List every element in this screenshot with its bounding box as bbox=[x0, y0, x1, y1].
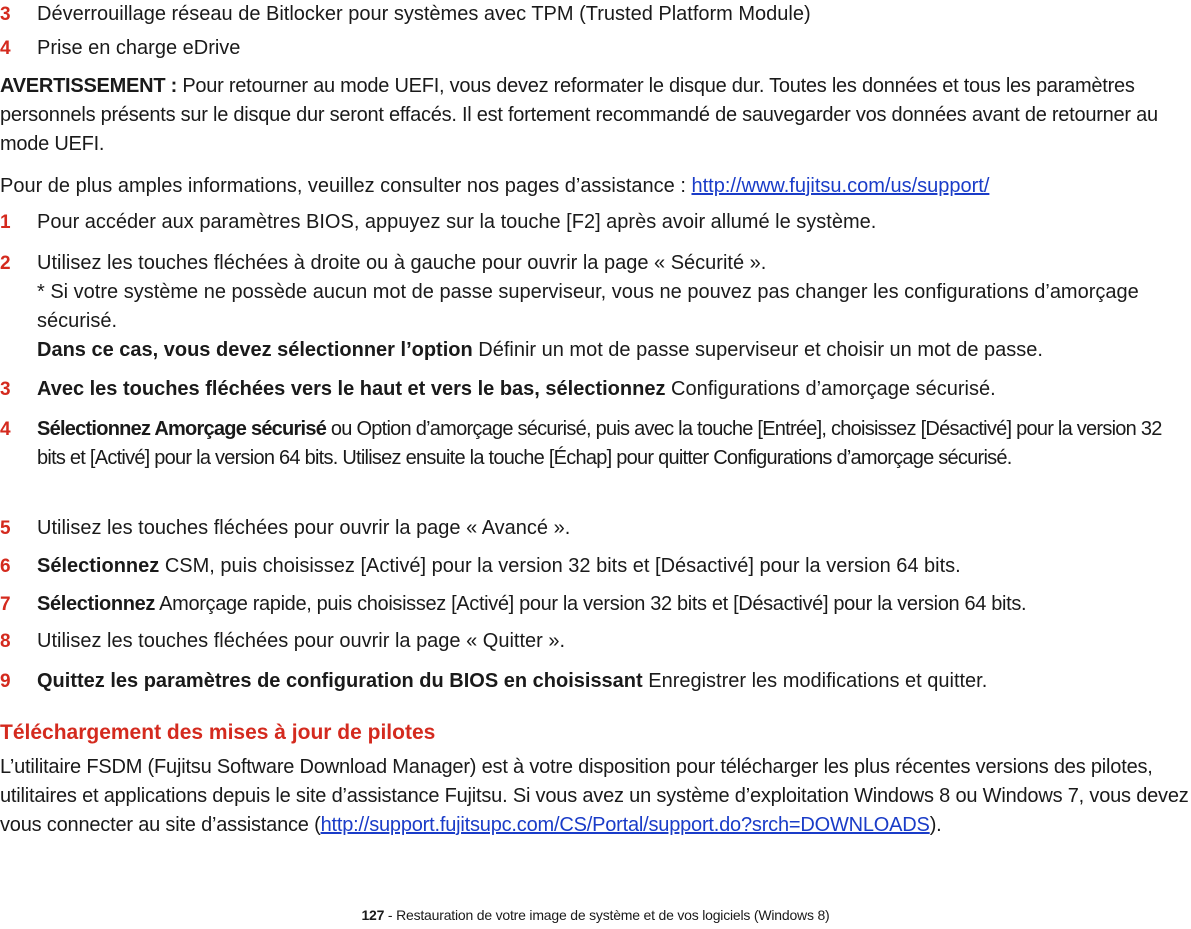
step-number: 6 bbox=[0, 556, 11, 577]
info-text: Pour de plus amples informations, veuillez consulter nos pages d’assistance : bbox=[0, 175, 692, 197]
list-text: Déverrouillage réseau de Bitlocker pour systèmes avec TPM (Trusted Platform Module) bbox=[37, 3, 811, 25]
section-text-end: ). bbox=[929, 814, 942, 836]
step-item bbox=[0, 590, 1191, 619]
step-number: 3 bbox=[0, 379, 11, 400]
step-text: Configurations d’amorçage sécurisé. bbox=[665, 378, 996, 400]
step-text: CSM, puis choisissez [Activé] pour la version 32 bits et [Désactivé] pour la version 64 bits. bbox=[159, 555, 961, 577]
step-text: Enregistrer les modifications et quitter. bbox=[642, 670, 988, 692]
section-paragraph bbox=[0, 753, 1191, 840]
page-footer bbox=[0, 906, 1191, 924]
step-item bbox=[0, 627, 1191, 656]
step-text-block bbox=[37, 249, 1191, 365]
footer-title: - Restauration de votre image de système et de vos logiciels (Windows 8) bbox=[384, 907, 830, 923]
step-text: Amorçage rapide, puis choisissez [Activé] pour la version 32 bits et [Désactivé] pour la version 64 bits. bbox=[155, 593, 1027, 615]
step-text: ou Option d’amorçage sécurisé, puis avec la touche [Entrée], choisissez [Désactivé] pour la version 32 bits et [Activé] pour la version 64 bits. Utilisez ensuite la touche [Échap] pour quitter Configurations d’amorçage sécurisé. bbox=[37, 418, 1162, 469]
step-text: Utilisez les touches fléchées pour ouvrir la page « Avancé ». bbox=[37, 517, 571, 539]
step-item bbox=[0, 552, 1191, 581]
step-bold: Quittez les paramètres de configuration du BIOS en choisissant bbox=[37, 670, 643, 692]
warning-paragraph bbox=[0, 72, 1191, 159]
step-number: 5 bbox=[0, 518, 11, 539]
step-text-block bbox=[37, 415, 1191, 473]
section-heading: Téléchargement des mises à jour de pilotes bbox=[0, 721, 436, 744]
step-bold: Sélectionnez bbox=[37, 593, 156, 615]
step-bold: Sélectionnez Amorçage sécurisé bbox=[37, 418, 327, 440]
list-number: 3 bbox=[0, 4, 11, 25]
warning-text: Pour retourner au mode UEFI, vous devez reformater le disque dur. Toutes les données et tous les paramètres personnels présents sur le disque dur seront effacés. Il est fortement recommandé de sauvegarder vos données avant de retourner au mode UEFI. bbox=[0, 75, 1158, 155]
step-text-block bbox=[37, 375, 1191, 404]
step-number: 8 bbox=[0, 631, 11, 652]
page-number: 127 bbox=[361, 907, 385, 923]
step-note-2 bbox=[37, 336, 1191, 365]
list-item bbox=[0, 0, 1191, 29]
step-number: 7 bbox=[0, 594, 11, 615]
list-item bbox=[0, 34, 1191, 63]
section-text: L’utilitaire FSDM (Fujitsu Software Download Manager) est à votre disposition pour télécharger les plus récentes versions des pilotes, utilitaires et applications depuis le site d’assistance Fujitsu. Si vous avez un système d’exploitation Windows 8 ou Windows 7, vous devez vous connecter au site d’assistance ( bbox=[0, 756, 1189, 836]
step-note-bold: Dans ce cas, vous devez sélectionner l’option bbox=[37, 339, 473, 361]
step-item bbox=[0, 514, 1191, 543]
step-note-text: Définir un mot de passe superviseur et choisir un mot de passe. bbox=[472, 339, 1043, 361]
step-item bbox=[0, 249, 1191, 365]
step-number: 9 bbox=[0, 671, 11, 692]
step-text: Pour accéder aux paramètres BIOS, appuyez sur la touche [F2] après avoir allumé le système. bbox=[37, 211, 877, 233]
step-item bbox=[0, 375, 1191, 404]
step-text-block bbox=[37, 552, 1191, 581]
warning-label: AVERTISSEMENT : bbox=[0, 75, 178, 97]
step-bold: Sélectionnez bbox=[37, 555, 160, 577]
step-item bbox=[0, 415, 1191, 473]
step-note: * Si votre système ne possède aucun mot de passe superviseur, vous ne pouvez pas changer les configurations d’amorçage sécurisé. bbox=[37, 281, 1139, 332]
step-text-block bbox=[37, 590, 1191, 619]
step-item bbox=[0, 208, 1191, 237]
info-paragraph bbox=[0, 172, 1191, 201]
support-link[interactable]: http://www.fujitsu.com/us/support/ bbox=[691, 175, 990, 197]
step-number: 4 bbox=[0, 419, 11, 440]
step-text: Utilisez les touches fléchées pour ouvrir la page « Quitter ». bbox=[37, 630, 566, 652]
step-text-block bbox=[37, 667, 1191, 696]
step-number: 2 bbox=[0, 253, 11, 274]
downloads-link[interactable]: http://support.fujitsupc.com/CS/Portal/support.do?srch=DOWNLOADS bbox=[320, 814, 930, 836]
step-number: 1 bbox=[0, 212, 11, 233]
step-item bbox=[0, 667, 1191, 696]
step-text: Utilisez les touches fléchées à droite ou à gauche pour ouvrir la page « Sécurité ». bbox=[37, 252, 767, 274]
step-bold: Avec les touches fléchées vers le haut et vers le bas, sélectionnez bbox=[37, 378, 666, 400]
list-number: 4 bbox=[0, 38, 11, 59]
list-text: Prise en charge eDrive bbox=[37, 37, 241, 59]
